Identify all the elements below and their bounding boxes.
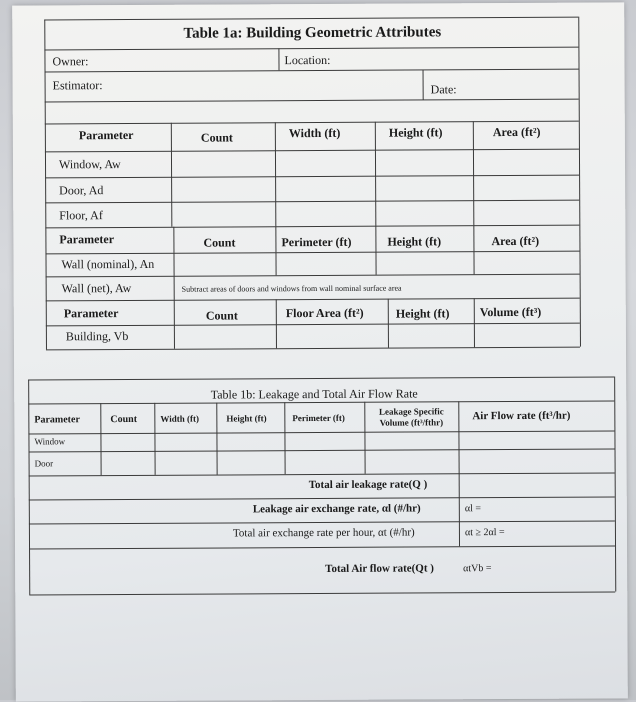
header1-width: Width (ft) xyxy=(288,125,341,141)
header3-floor-area: Floor Area (ft²) xyxy=(285,305,364,321)
total-airflow-value: αtVb = xyxy=(463,563,492,575)
header-1b-airflow: Air Flow rate (ft³/hr) xyxy=(472,409,571,423)
table-1b-title: Table 1b: Leakage and Total Air Flow Rate xyxy=(210,386,418,402)
row-wall-nominal: Wall (nominal), An xyxy=(61,256,155,272)
total-airflow-label: Total Air flow rate(Qt ) xyxy=(325,562,434,575)
header2-perimeter: Perimeter (ft) xyxy=(281,234,352,250)
total-exchange-label: Total air exchange rate per hour, αt (#/hr) xyxy=(232,526,415,540)
table-1a xyxy=(12,2,626,355)
header3-count: Count xyxy=(205,308,238,323)
header1-parameter: Parameter xyxy=(78,127,134,143)
header-1b-leakage-line1: Leakage Specific xyxy=(378,406,444,417)
header-1b-width: Width (ft) xyxy=(160,413,199,424)
header1-count: Count xyxy=(200,130,233,145)
paper-sheet xyxy=(12,2,628,701)
row-floor: Floor, Af xyxy=(59,208,103,223)
header3-height: Height (ft) xyxy=(395,306,450,321)
leakage-exchange-value: αl = xyxy=(464,503,482,515)
row-1b-window: Window xyxy=(34,436,66,447)
header1-height: Height (ft) xyxy=(388,125,443,140)
header3-volume: Volume (ft³) xyxy=(479,304,542,320)
date-label: Date: xyxy=(430,82,457,97)
row-wall-net: Wall (net), Aw xyxy=(61,280,132,296)
header2-height: Height (ft) xyxy=(387,234,442,249)
subtract-note: Subtract areas of doors and windows from wall nominal surface area xyxy=(181,283,402,294)
total-leakage-label: Total air leakage rate(Q ) xyxy=(308,478,428,492)
header2-area: Area (ft²) xyxy=(491,233,540,249)
table-1b xyxy=(14,372,627,605)
row-1b-door: Door xyxy=(34,458,54,469)
header2-count: Count xyxy=(203,235,236,250)
total-exchange-value: αt ≥ 2αl = xyxy=(464,527,505,539)
header2-parameter: Parameter xyxy=(59,232,115,247)
row-window: Window, Aw xyxy=(58,157,121,172)
header-1b-count: Count xyxy=(110,413,138,426)
header1-area: Area (ft²) xyxy=(492,124,541,140)
row-door: Door, Ad xyxy=(59,183,104,198)
header-1b-height: Height (ft) xyxy=(226,413,267,424)
location-label: Location: xyxy=(284,52,331,68)
header-1b-parameter: Parameter xyxy=(34,414,80,426)
row-building: Building, Vb xyxy=(65,329,129,344)
header3-parameter: Parameter xyxy=(63,306,119,321)
table-1a-title: Table 1a: Building Geometric Attributes xyxy=(183,24,442,42)
header-1b-perimeter: Perimeter (ft) xyxy=(292,412,345,424)
header-1b-leakage-line2: Volume (ft³/fthr) xyxy=(379,417,444,428)
estimator-label: Estimator: xyxy=(52,78,103,93)
owner-label: Owner: xyxy=(52,54,89,69)
leakage-exchange-label: Leakage air exchange rate, αl (#/hr) xyxy=(252,502,421,516)
